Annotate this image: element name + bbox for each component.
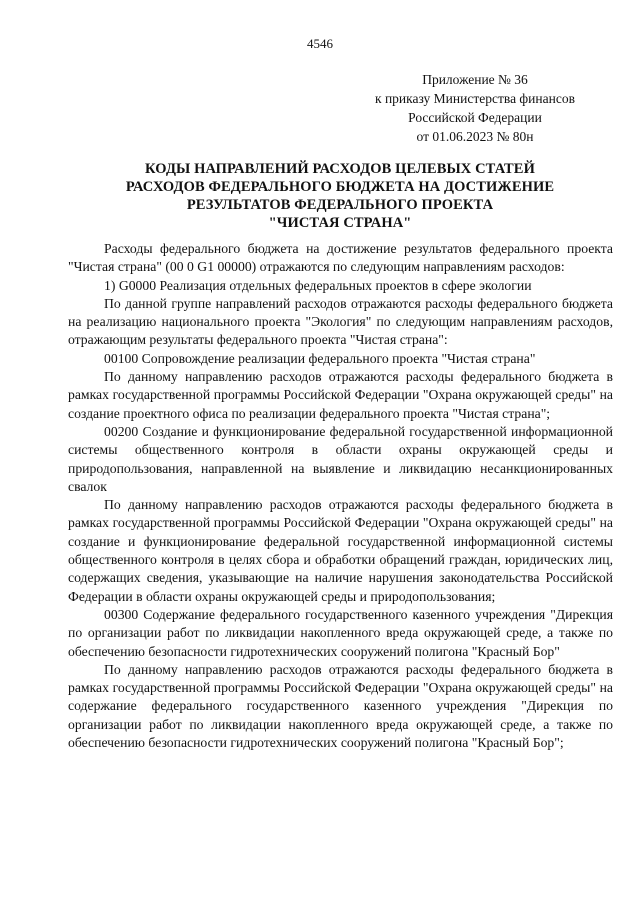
paragraph: По данной группе направлений расходов отражаются расходы федерального бюджета на реализацию национального проекта "Экология" по следующим направлениям расходов, отражающим результаты федерального проекта "Чистая страна": bbox=[68, 295, 613, 348]
appendix-order: к приказу Министерства финансов bbox=[375, 91, 575, 106]
document-body bbox=[68, 240, 613, 752]
title-line: РЕЗУЛЬТАТОВ ФЕДЕРАЛЬНОГО ПРОЕКТА bbox=[186, 197, 494, 213]
appendix-block bbox=[340, 70, 610, 146]
paragraph-code-00100: 00100 Сопровождение реализации федерального проекта "Чистая страна" bbox=[104, 350, 536, 366]
title-line: РАСХОДОВ ФЕДЕРАЛЬНОГО БЮДЖЕТА НА ДОСТИЖЕНИЕ bbox=[125, 179, 555, 195]
appendix-federation: Российской Федерации bbox=[408, 110, 542, 125]
paragraph-code-g0000: 1) G0000 Реализация отдельных федеральных проектов в сфере экологии bbox=[104, 277, 532, 293]
paragraph-intro: Расходы федерального бюджета на достижение результатов федерального проекта "Чистая страна" (00 0 G1 00000) отражаются по следующим направлениям расходов: bbox=[68, 241, 613, 275]
appendix-number: Приложение № 36 bbox=[422, 72, 528, 87]
paragraph: По данному направлению расходов отражаются расходы федерального бюджета в рамках государственной программы Российской Федерации "Охрана окружающей среды" на создание проектного офиса по реализации федерального проекта "Чистая страна"; bbox=[68, 369, 613, 421]
paragraph-code-00300: 00300 Содержание федерального государственного казенного учреждения "Дирекция по организации работ по ликвидации накопленного вреда окружающей среде, а также по обеспечению безопасности гидротехнических сооружений полигона "Красный Бор" bbox=[68, 606, 613, 659]
paragraph-code-00200: 00200 Создание и функционирование федеральной государственной информационной системы общественного контроля в области охраны окружающей среды и природопользования, направленной на выявление и ликвидацию несанкционированных свалок bbox=[68, 423, 613, 494]
paragraph: По данному направлению расходов отражаются расходы федерального бюджета в рамках государственной программы Российской Федерации "Охрана окружающей среды" на создание и функционирование федеральной государственной информационной системы общественного контроля в целях сбора и обработки обращений граждан, юридических лиц, содержащих сведения, указывающие на наличие нарушения законодательства Российской Федерации в области охраны окружающей среды и природопользования; bbox=[68, 497, 613, 604]
document-title bbox=[70, 160, 610, 232]
page-number: 4546 bbox=[307, 36, 333, 51]
paragraph: По данному направлению расходов отражаются расходы федерального бюджета в рамках государственной программы Российской Федерации "Охрана окружающей среды" на содержание федерального государственного казенного учреждения "Дирекция по организации работ по ликвидации накопленного вреда окружающей среде, а также по обеспечению безопасности гидротехнических сооружений полигона "Красный Бор"; bbox=[68, 661, 613, 751]
title-line: "ЧИСТАЯ СТРАНА" bbox=[268, 215, 412, 231]
title-line: КОДЫ НАПРАВЛЕНИЙ РАСХОДОВ ЦЕЛЕВЫХ СТАТЕЙ bbox=[145, 161, 535, 177]
appendix-date: от 01.06.2023 № 80н bbox=[416, 129, 534, 144]
